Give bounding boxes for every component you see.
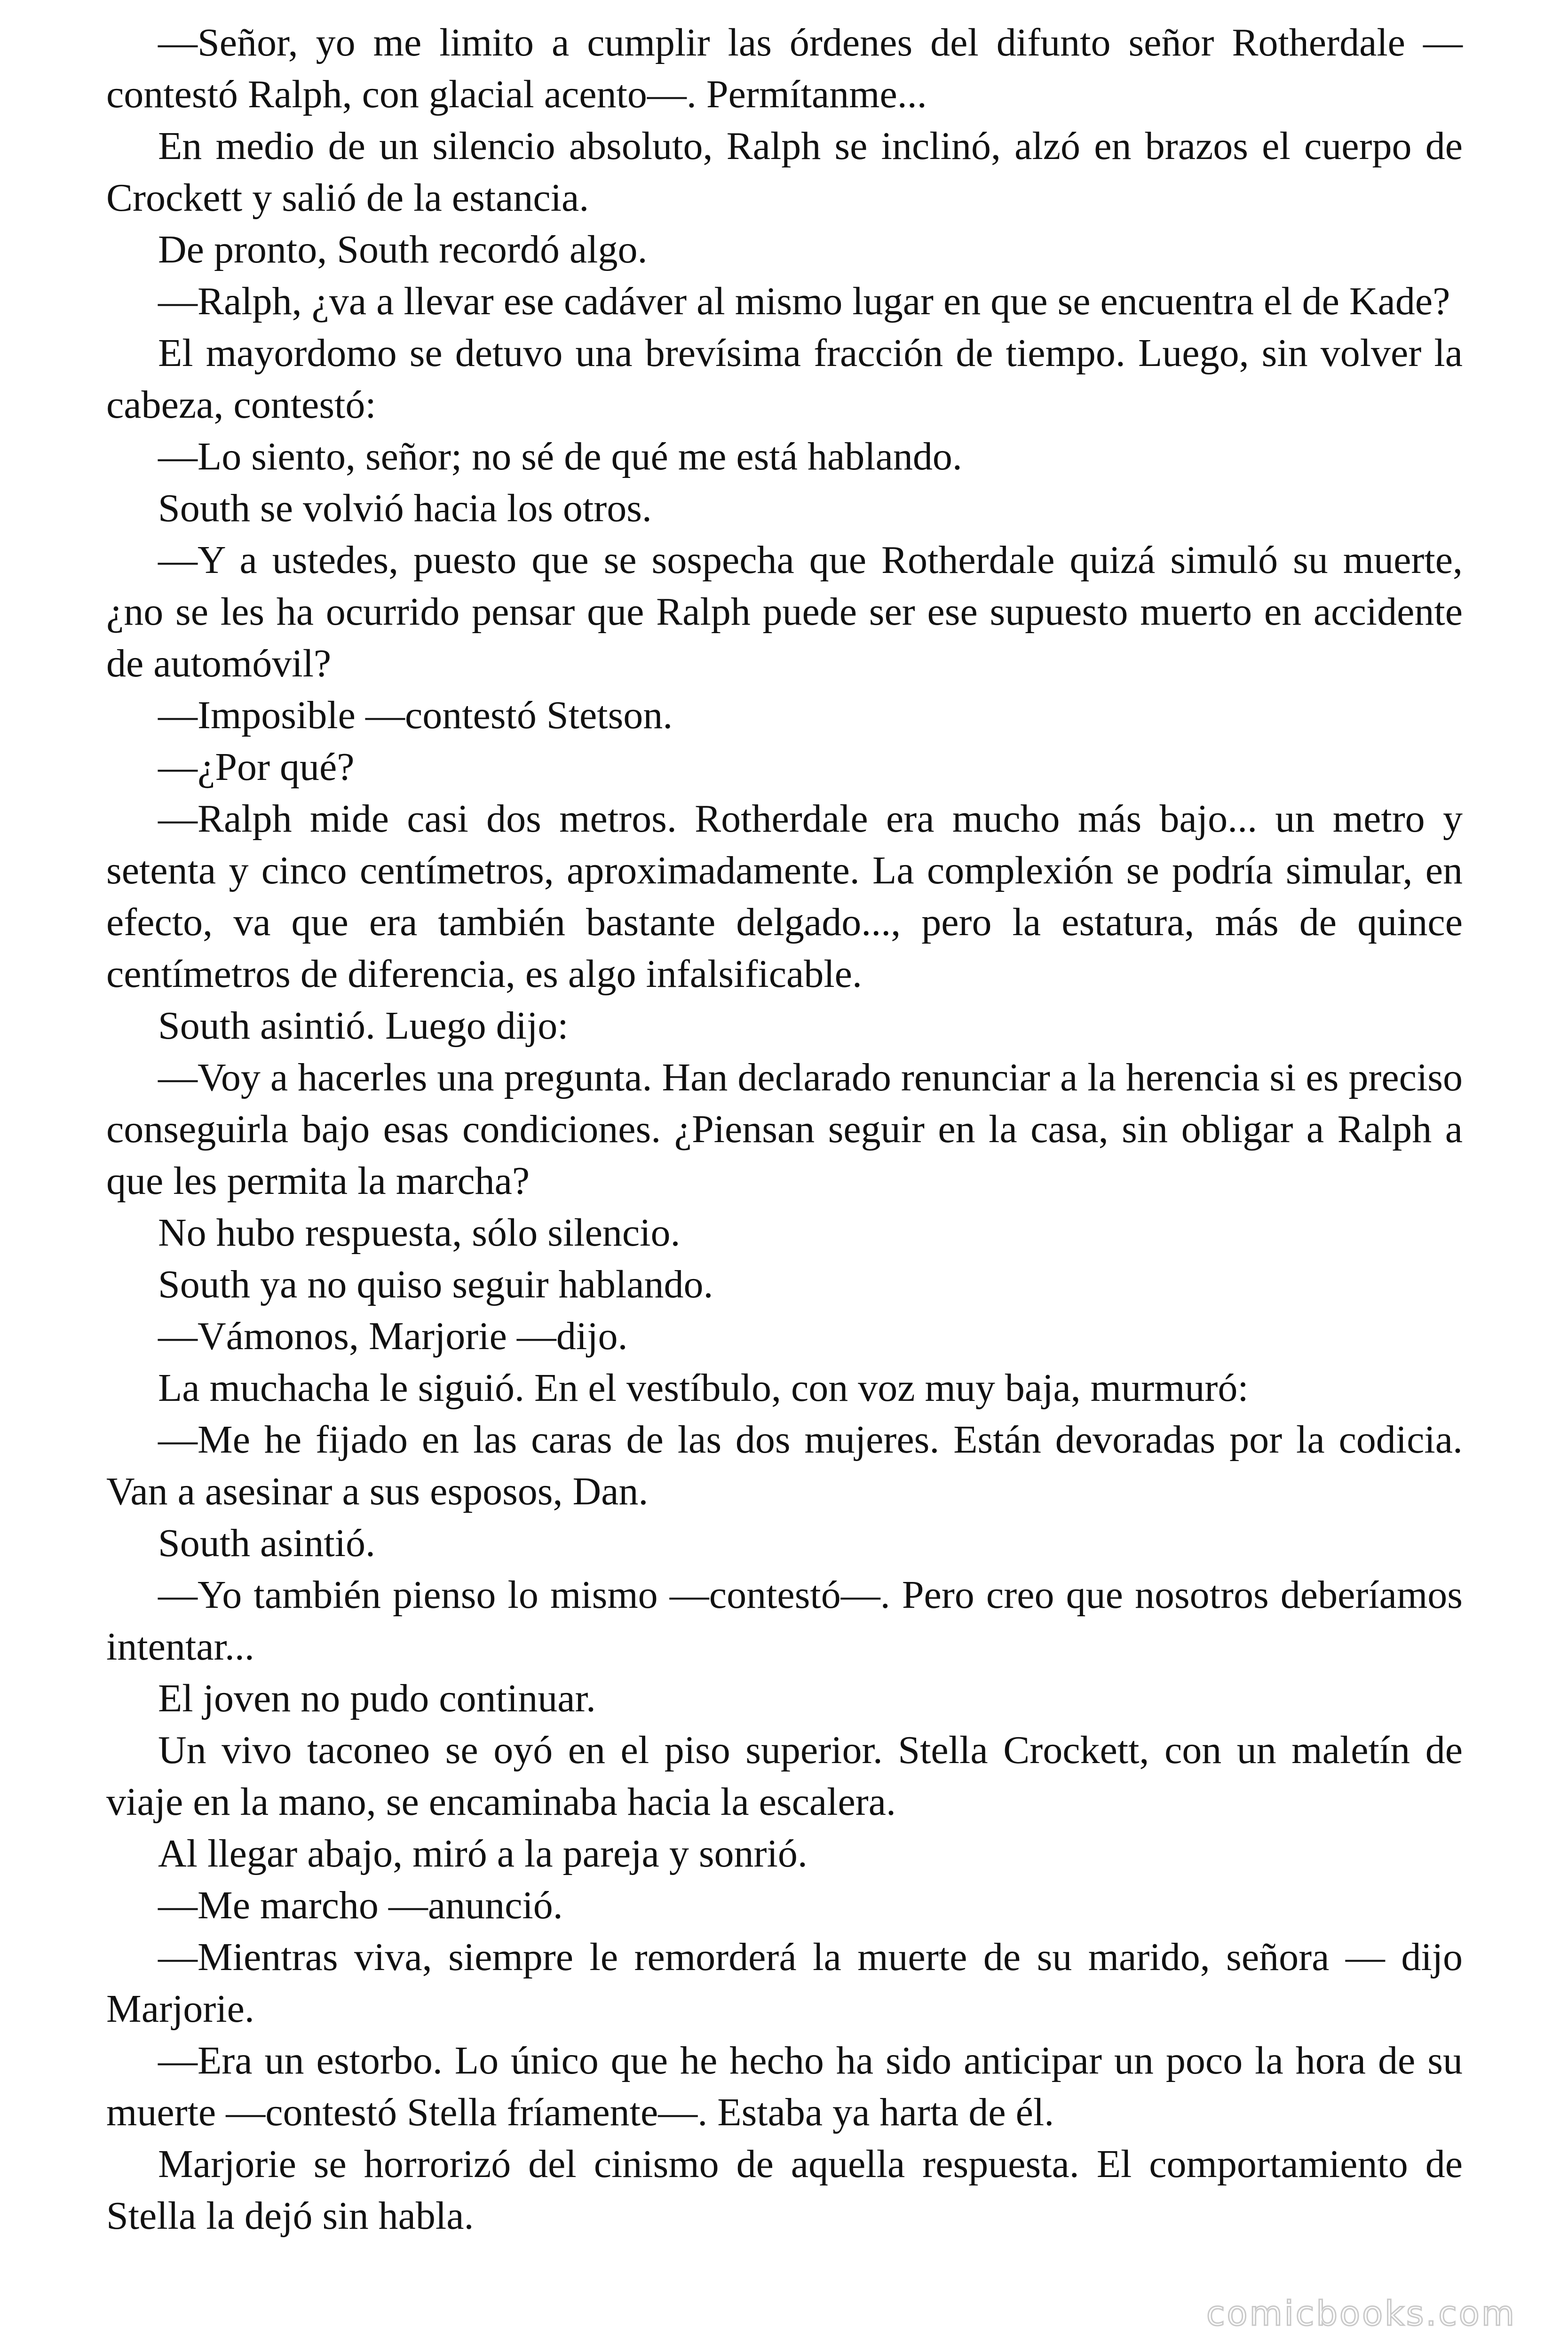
paragraph: Un vivo taconeo se oyó en el piso superior. Stella Crockett, con un maletín de viaje en la mano, se encaminaba hacia la escalera. — [106, 1728, 1463, 1824]
paragraph: —Yo también pienso lo mismo —contestó—. Pero creo que nosotros deberíamos intentar... — [106, 1573, 1463, 1669]
paragraph: De pronto, South recordó algo. — [158, 228, 648, 271]
paragraph: No hubo respuesta, sólo silencio. — [158, 1211, 681, 1255]
paragraph: En medio de un silencio absoluto, Ralph se inclinó, alzó en brazos el cuerpo de Crockett y salió de la estancia. — [106, 124, 1463, 220]
paragraph: —Ralph, ¿va a llevar ese cadáver al mismo lugar en que se encuentra el de Kade? — [158, 279, 1450, 323]
watermark: comicbooks.com — [1206, 2294, 1516, 2333]
paragraph: —Mientras viva, siempre le remorderá la muerte de su marido, señora — dijo Marjorie. — [106, 1935, 1463, 2031]
paragraph: —Me he fijado en las caras de las dos mujeres. Están devoradas por la codicia. Van a asesinar a sus esposos, Dan. — [106, 1418, 1463, 1513]
paragraph: —Lo siento, señor; no sé de qué me está hablando. — [158, 435, 962, 478]
page-text — [106, 17, 1463, 2242]
paragraph: —Señor, yo me limito a cumplir las órdenes del difunto señor Rotherdale —contestó Ralph, con glacial acento—. Permítanme... — [106, 21, 1463, 116]
paragraph: El joven no pudo continuar. — [158, 1677, 596, 1720]
paragraph: —Y a ustedes, puesto que se sospecha que Rotherdale quizá simuló su muerte, ¿no se les ha ocurrido pensar que Ralph puede ser ese supuesto muerto en accidente de automóvil? — [106, 538, 1463, 685]
paragraph: —Voy a hacerles una pregunta. Han declarado renunciar a la herencia si es preciso conseguirla bajo esas condiciones. ¿Piensan seguir en la casa, sin obligar a Ralph a que les permita la marcha? — [106, 1056, 1463, 1203]
paragraph: —Ralph mide casi dos metros. Rotherdale era mucho más bajo... un metro y setenta y cinco centímetros, aproximadamente. La complexión se podría simular, en efecto, va que era también bastante delgado..., pero la estatura, más de quince centímetros de diferencia, es algo infalsificable. — [106, 797, 1463, 996]
paragraph: —¿Por qué? — [158, 745, 355, 789]
paragraph: South se volvió hacia los otros. — [158, 486, 652, 530]
paragraph: La muchacha le siguió. En el vestíbulo, con voz muy baja, murmuró: — [158, 1366, 1249, 1410]
paragraph: —Imposible —contestó Stetson. — [158, 693, 673, 737]
paragraph: El mayordomo se detuvo una brevísima fracción de tiempo. Luego, sin volver la cabeza, contestó: — [106, 331, 1463, 427]
paragraph: South asintió. Luego dijo: — [158, 1004, 569, 1048]
paragraph: Marjorie se horrorizó del cinismo de aquella respuesta. El comportamiento de Stella la dejó sin habla. — [106, 2142, 1463, 2238]
paragraph: —Era un estorbo. Lo único que he hecho ha sido anticipar un poco la hora de su muerte —contestó Stella fríamente—. Estaba ya harta de él. — [106, 2039, 1463, 2134]
paragraph: —Me marcho —anunció. — [158, 1883, 563, 1927]
paragraph: South asintió. — [158, 1521, 376, 1565]
paragraph: —Vámonos, Marjorie —dijo. — [158, 1314, 628, 1358]
paragraph: South ya no quiso seguir hablando. — [158, 1263, 713, 1306]
paragraph: Al llegar abajo, miró a la pareja y sonrió. — [158, 1832, 808, 1875]
